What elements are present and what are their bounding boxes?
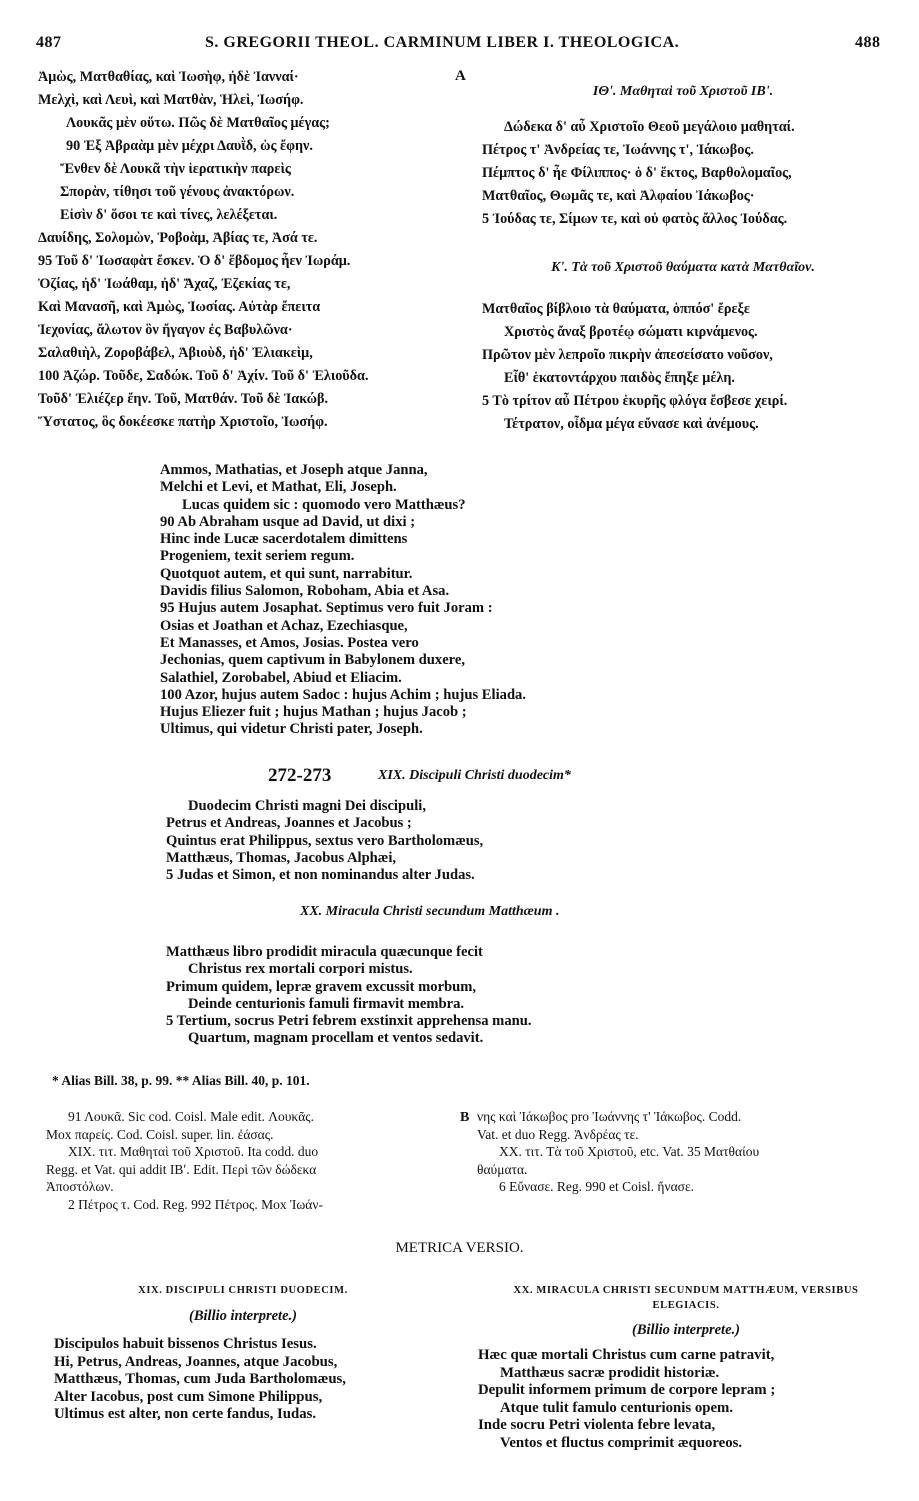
column-marker-a: A (455, 68, 466, 84)
latin-line: Progeniem, texit seriem regum. (160, 548, 355, 565)
latin-line: Et Manasses, et Amos, Josias. Postea vero (160, 634, 419, 651)
latin-heading-19-text: XIX. Discipuli Christi duodecim* (378, 768, 571, 783)
greek-line: Πέτρος τ' Ἀνδρείας τε, Ἰωάννης τ', Ἰάκωβος. (482, 142, 754, 158)
metrica-left-interpreter: (Billio interprete.) (189, 1308, 297, 1324)
page-number-right: 488 (855, 34, 881, 51)
greek-line: Πέμπτος δ' ἦε Φίλιππος· ὁ δ' ἕκτος, Βαρθολομαῖος, (482, 165, 792, 181)
latin-line: Davidis filius Salomon, Roboham, Abia et Asa. (160, 583, 450, 600)
metrica-versio-title: METRICA VERSIO. (395, 1240, 524, 1256)
metrica-right-interpreter: (Billio interprete.) (632, 1322, 740, 1338)
greek-line: Εἶθ' ἑκατοντάρχου παιδὸς ἔπηξε μέλη. (504, 370, 735, 386)
latin-line: 90 Ab Abraham usque ad David, ut dixi ; (160, 513, 416, 530)
greek-line: Χριστὸς ἄναξ βροτέῳ σώματι κιρνάμενος. (504, 324, 758, 340)
latin-line: Deinde centurionis famuli firmavit membra. (188, 995, 465, 1012)
greek-line: Ἀμὼς, Ματθαθίας, καὶ Ἰωσὴφ, ἠδὲ Ἰανναί· (38, 69, 299, 85)
footnote-line: XX. τιτ. Τὰ τοῦ Χριστοῦ, etc. Vat. 35 Ματθαίου (499, 1144, 760, 1159)
greek-line: Ἰεχονίας, ἄλωτον ὃν ἤγαγον ἐς Βαβυλῶνα· (38, 322, 293, 338)
verse-line: Matthæus sacræ prodidit historiæ. (500, 1364, 720, 1381)
footnote-line: 2 Πέτρος τ. Cod. Reg. 992 Πέτρος. Mox Ἰωάν- (68, 1196, 323, 1212)
verse-line: Ventos et fluctus comprimit æquoreos. (500, 1434, 743, 1451)
verse-line: Hæc quæ mortali Christus cum carne patravit, (478, 1347, 775, 1363)
greek-line: Εἰσὶν δ' ὅσοι τε καὶ τίνες, λελέξεται. (60, 207, 278, 223)
greek-line: Τοῦδ' Ἐλιέζερ ἔην. Τοῦ, Ματθάν. Τοῦ δὲ Ἰακώβ. (38, 391, 329, 407)
greek-line: Σπορὰν, τίθησι τοῦ γένους ἀνακτόρων. (60, 184, 295, 200)
verse-line: Depulit informem primum de corpore lepram ; (478, 1382, 776, 1399)
running-title: S. GREGORII THEOL. CARMINUM LIBER I. THEOLOGICA. (205, 34, 680, 51)
latin-line: Melchi et Levi, et Mathat, Eli, Joseph. (160, 479, 397, 496)
metrica-left-title: XIX. DISCIPULI CHRISTI DUODECIM. (138, 1285, 348, 1296)
greek-line: 95 Τοῦ δ' Ἰωσαφὰτ ἔσκεν. Ὁ δ' ἕβδομος ἦεν Ἰωράμ. (38, 253, 351, 269)
latin-line: 100 Azor, hujus autem Sadoc : hujus Achim ; hujus Eliada. (160, 686, 527, 703)
footnote-line: νης καὶ Ἰάκωβος pro Ἰωάννης τ' Ἰάκωβος. Codd. (477, 1109, 742, 1124)
footnote-line: Mox παρείς. Cod. Coisl. super. lin. ἐάσας. (46, 1126, 274, 1142)
latin-line: Hujus Eliezer fuit ; hujus Mathan ; hujus Jacob ; (160, 704, 467, 721)
latin-line: Lucas quidem sic : quomodo vero Matthæus? (182, 496, 466, 513)
latin-line: 5 Tertium, socrus Petri febrem exstinxit apprehensa manu. (166, 1013, 532, 1030)
latin-line: Ultimus, qui videtur Christi pater, Joseph. (160, 721, 423, 738)
verse-line: Discipulos habuit bissenos Christus Iesus. (54, 1336, 317, 1352)
footnote-line: 6 Εὔνασε. Reg. 990 et Coisl. ἤνασε. (499, 1179, 694, 1194)
latin-line: 95 Hujus autem Josaphat. Septimus vero fuit Joram : (160, 600, 493, 617)
greek-line: 5 Τὸ τρίτον αὖ Πέτρου ἑκυρῆς φλόγα ἔσβεσε χειρί. (482, 393, 788, 409)
latin-line: Quotquot autem, et qui sunt, narrabitur. (160, 565, 413, 582)
latin-block-19 (166, 798, 483, 884)
metrica-left-lines (54, 1336, 346, 1424)
latin-line: Quintus erat Philippus, sextus vero Bartholomæus, (166, 832, 484, 849)
greek-heading-19: ΙΘʹ. Μαθηταὶ τοῦ Χριστοῦ ΙΒʹ. (592, 84, 774, 99)
column-number: 272-273 (268, 765, 332, 786)
latin-line: Duodecim Christi magni Dei discipuli, (188, 798, 426, 814)
greek-line: Δώδεκα δ' αὖ Χριστοῖο Θεοῦ μεγάλοιο μαθηταί. (504, 119, 795, 135)
latin-line: Petrus et Andreas, Joannes et Jacobus ; (166, 815, 412, 832)
footnote-line: θαύματα. (477, 1161, 528, 1177)
latin-line: Salathiel, Zorobabel, Abiud et Eliacim. (160, 669, 402, 686)
latin-translation-block (160, 462, 526, 739)
greek-line: Ματθαῖος, Θωμᾶς τε, καὶ Ἀλφαίου Ἰάκωβος· (482, 188, 755, 204)
alias-footnote: * Alias Bill. 38, p. 99. ** Alias Bill. 40, p. 101. (52, 1073, 310, 1088)
greek-line: Δαυίδης, Σολομὼν, Ῥοβοὰμ, Ἀβίας τε, Ἀσά τε. (38, 230, 318, 246)
latin-line: Matthæus, Thomas, Jacobus Alphæi, (166, 849, 397, 866)
greek-line: 5 Ἰούδας τε, Σίμων τε, καὶ οὐ φατὸς ἄλλος Ἰούδας. (482, 211, 788, 227)
footnotes-right (477, 1108, 759, 1196)
footnote-line: XIX. τιτ. Μαθηταὶ τοῦ Χριστοῦ. Ita codd. duo (68, 1144, 319, 1159)
greek-line: Ὕστατος, ὃς δοκέεσκε πατὴρ Χριστοῖο, Ἰωσήφ. (38, 414, 328, 430)
latin-line: Ammos, Mathatias, et Joseph atque Janna, (160, 462, 428, 478)
greek-line: Λουκᾶς μὲν οὕτω. Πῶς δὲ Ματθαῖος μέγας; (66, 115, 330, 131)
metrica-right-lines (478, 1347, 775, 1453)
greek-line: Πρῶτον μὲν λεπροῖο πικρὴν ἀπεσείσατο νοῦσον, (482, 347, 773, 363)
greek-line: Ἔνθεν δὲ Λουκᾶ τὴν ἱερατικὴν παρεὶς (60, 161, 291, 177)
latin-heading-20-text: XX. Miracula Christi secundum Matthæum . (300, 904, 560, 919)
metrica-right-title: XX. MIRACULA CHRISTI SECUNDUM MATTHÆUM, VERSIBUS (513, 1285, 859, 1296)
latin-line: Jechonias, quem captivum in Babylonem duxere, (160, 652, 466, 669)
greek-left-column (38, 66, 369, 434)
greek-line: Μελχὶ, καὶ Λευὶ, καὶ Ματθὰν, Ἡλεὶ, Ἰωσήφ. (38, 92, 304, 108)
verse-line: Matthæus, Thomas, cum Juda Bartholomæus, (54, 1371, 347, 1388)
greek-line: 100 Ἀζώρ. Τοῦδε, Σαδώκ. Τοῦ δ' Ἀχίν. Τοῦ δ' Ἐλιοῦδα. (38, 368, 369, 384)
latin-line: Hinc inde Lucæ sacerdotalem dimittens (160, 531, 408, 548)
latin-line: 5 Judas et Simon, et non nominandus alter Judas. (166, 867, 475, 884)
verse-line: Alter Iacobus, post cum Simone Philippus, (54, 1388, 323, 1405)
latin-line: Osias et Joathan et Achaz, Ezechiasque, (160, 617, 408, 634)
page-number-left: 487 (36, 34, 62, 51)
verse-line: Ultimus est alter, non certe fandus, Iudas. (54, 1406, 317, 1423)
greek-line: Ὀζίας, ἠδ' Ἰωάθαμ, ἠδ' Ἄχαζ, Ἐζεκίας τε, (38, 276, 291, 292)
greek-line: Ματθαῖος βίβλοιο τὰ θαύματα, ὁππόσ' ἔρεξε (482, 301, 750, 317)
metrica-right-title-line2: ELEGIACIS. (652, 1300, 720, 1311)
latin-line: Primum quidem, lepræ gravem excussit morbum, (166, 978, 477, 995)
latin-line: Christus rex mortali corpori mistus. (188, 961, 413, 978)
footnote-line: 91 Λουκᾶ. Sic cod. Coisl. Male edit. Λουκᾶς. (68, 1109, 315, 1124)
latin-heading-20 (300, 904, 559, 920)
greek-right-block-19 (482, 116, 795, 231)
latin-heading-19 (378, 768, 571, 784)
footnote-line: Vat. et duo Regg. Ἀνδρέας τε. (477, 1126, 639, 1142)
greek-line: Σαλαθιὴλ, Ζοροβάβελ, Ἀβιοὺδ, ἠδ' Ἐλιακεὶμ, (38, 345, 313, 361)
column-marker-b: B (460, 1110, 470, 1125)
verse-line: Inde socru Petri violenta febre levata, (478, 1417, 716, 1434)
verse-line: Hi, Petrus, Andreas, Joannes, atque Jacobus, (54, 1353, 338, 1370)
footnotes-left (46, 1108, 323, 1213)
latin-line: Matthæus libro prodidit miracula quæcunque fecit (166, 944, 483, 960)
greek-heading-20: Κʹ. Τὰ τοῦ Χριστοῦ θαύματα κατὰ Ματθαῖον. (551, 260, 815, 275)
greek-line: Καὶ Μανασῆ, καὶ Ἀμὼς, Ἰωσίας. Αὐτὰρ ἔπειτα (38, 299, 321, 315)
verse-line: Atque tulit famulo centurionis opem. (500, 1399, 734, 1416)
footnote-line: Regg. et Vat. qui addit ΙΒʹ. Edit. Περὶ τῶν δώδεκα (46, 1161, 317, 1177)
footnote-line: Ἀποστόλων. (46, 1179, 114, 1194)
latin-block-20 (166, 944, 532, 1048)
greek-line: 90 Ἐξ Ἀβραὰμ μὲν μέχρι Δαυῒδ, ὡς ἔφην. (66, 138, 313, 154)
latin-line: Quartum, magnam procellam et ventos sedavit. (188, 1030, 484, 1047)
greek-line: Τέτρατον, οἶδμα μέγα εὔνασε καὶ ἀνέμους. (504, 416, 759, 432)
greek-right-block-20 (482, 298, 787, 436)
